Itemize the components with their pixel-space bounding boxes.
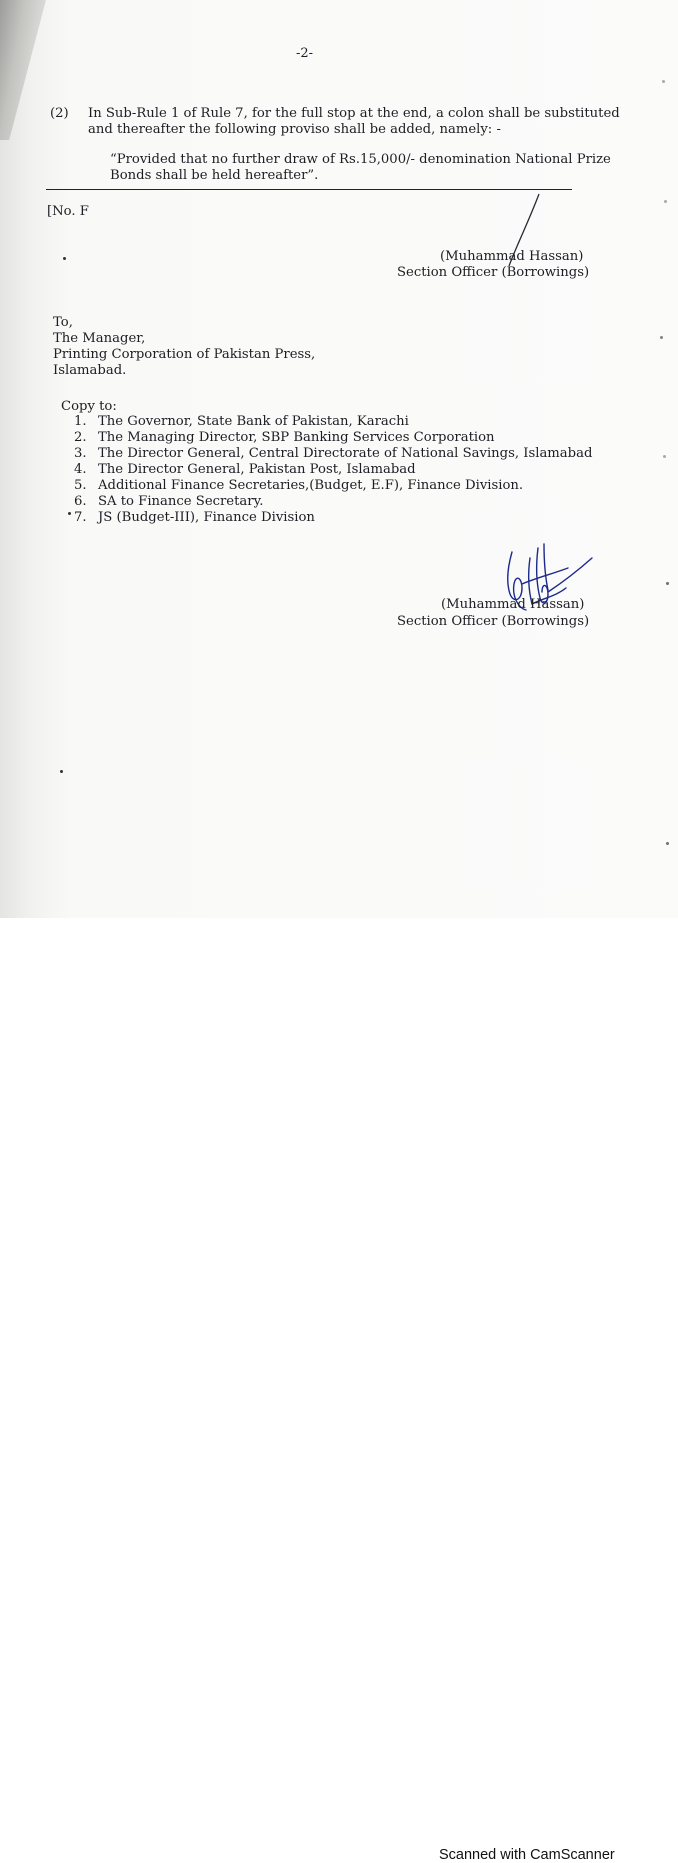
recipient-line: The Manager, bbox=[53, 331, 146, 346]
page-number: -2- bbox=[296, 46, 314, 61]
proviso-line: “Provided that no further draw of Rs.15,000/- denomination National Prize bbox=[110, 152, 611, 167]
list-item-number: 3. bbox=[74, 446, 87, 461]
scanned-page bbox=[0, 0, 678, 918]
speck bbox=[662, 80, 665, 83]
speck bbox=[60, 770, 63, 773]
file-reference: [No. F bbox=[47, 204, 89, 219]
list-item-number: 4. bbox=[74, 462, 87, 477]
divider-rule bbox=[46, 189, 572, 190]
speck bbox=[63, 257, 66, 260]
list-item-text: The Director General, Central Directorate of National Savings, Islamabad bbox=[98, 446, 593, 461]
recipient-line: Islamabad. bbox=[53, 363, 127, 378]
signatory-title: Section Officer (Borrowings) bbox=[397, 614, 590, 629]
proviso-line: Bonds shall be held hereafter”. bbox=[110, 168, 319, 183]
copy-to-heading: Copy to: bbox=[61, 399, 117, 414]
recipient-line: Printing Corporation of Pakistan Press, bbox=[53, 347, 316, 362]
signatory-name: (Muhammad Hassan) bbox=[440, 249, 584, 264]
page-edge-shadow bbox=[0, 0, 46, 140]
speck bbox=[660, 336, 663, 339]
to-salutation: To, bbox=[53, 315, 73, 330]
paragraph-line: and thereafter the following proviso shall be added, namely: - bbox=[88, 122, 501, 137]
list-item-text: JS (Budget-III), Finance Division bbox=[98, 510, 315, 525]
camscanner-watermark: Scanned with CamScanner bbox=[439, 1847, 615, 1863]
speck bbox=[666, 582, 669, 585]
speck bbox=[666, 842, 669, 845]
list-item-text: The Governor, State Bank of Pakistan, Karachi bbox=[98, 414, 409, 429]
speck bbox=[663, 455, 666, 458]
speck bbox=[664, 200, 667, 203]
list-item-text: Additional Finance Secretaries,(Budget, E.F), Finance Division. bbox=[98, 478, 524, 493]
paragraph-line: In Sub-Rule 1 of Rule 7, for the full stop at the end, a colon shall be substituted bbox=[88, 106, 620, 121]
signatory-name: (Muhammad Hassan) bbox=[441, 597, 585, 612]
scanner-footer bbox=[0, 918, 678, 1863]
list-item-text: The Director General, Pakistan Post, Islamabad bbox=[98, 462, 416, 477]
list-item-text: The Managing Director, SBP Banking Services Corporation bbox=[98, 430, 495, 445]
list-item-number: 2. bbox=[74, 430, 87, 445]
speck bbox=[68, 512, 71, 515]
list-item-number: 6. bbox=[74, 494, 87, 509]
paragraph-number: (2) bbox=[50, 106, 69, 121]
signatory-title: Section Officer (Borrowings) bbox=[397, 265, 590, 280]
list-item-number: 5. bbox=[74, 478, 87, 493]
list-item-text: SA to Finance Secretary. bbox=[98, 494, 264, 509]
list-item-number: 1. bbox=[74, 414, 87, 429]
list-item-number: 7. bbox=[74, 510, 87, 525]
